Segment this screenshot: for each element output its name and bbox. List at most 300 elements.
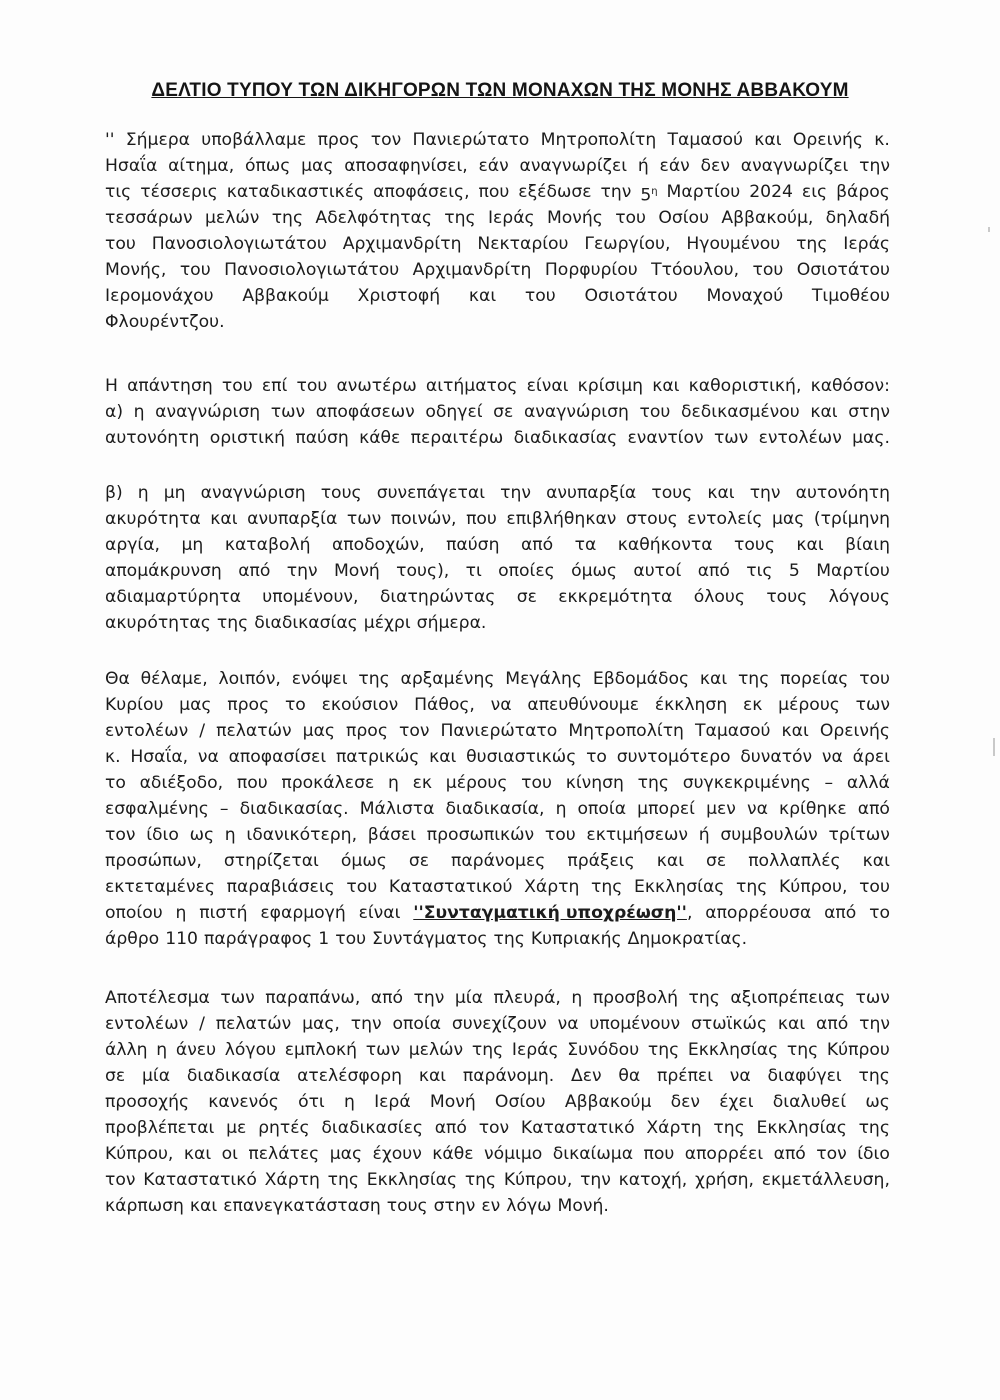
word: (τρίμηνη [813, 509, 890, 529]
word: αποφάσεις, [373, 182, 470, 202]
word: το [869, 903, 890, 923]
word: προς [317, 130, 360, 150]
word: της [688, 988, 720, 1008]
text-line [105, 796, 890, 822]
word: μελών [204, 208, 260, 228]
word: Μαρτίου [666, 182, 741, 202]
word: περαιτέρω [410, 428, 504, 448]
word: του [859, 877, 890, 897]
word: συγκεκριμένης [682, 773, 811, 793]
word: της [858, 1066, 890, 1086]
word: – [219, 799, 229, 819]
word: του [221, 376, 253, 396]
word: το [105, 773, 126, 793]
word: Οσιοτάτου [584, 286, 678, 306]
word: με [226, 1118, 247, 1138]
text-line [105, 127, 890, 153]
word: Εβδομάδος [592, 669, 690, 689]
word: οποίες [498, 561, 555, 581]
word: Χριστοφή [357, 286, 441, 306]
word: τεσσάρων [105, 208, 193, 228]
word: της [736, 877, 768, 897]
word: Μεγάλης [505, 669, 583, 689]
word: των [855, 695, 890, 715]
word: Ησαΐα, [130, 747, 189, 767]
word: το [586, 747, 607, 767]
word: Συνόδου [567, 1040, 640, 1060]
word: καταδικαστικές [226, 182, 365, 202]
text-line [105, 1063, 890, 1089]
word: β) [105, 483, 123, 503]
word: αρξαμένης [400, 669, 495, 689]
word: μεν [706, 799, 736, 819]
word: από [773, 1144, 806, 1164]
scan-mark [988, 227, 990, 232]
word: εκ [412, 773, 433, 793]
word: στηρίζεται [223, 851, 319, 871]
word: τον [105, 1170, 136, 1190]
word: Δημοκρατίας. [627, 929, 748, 949]
word: Ηγουμένου [686, 234, 781, 254]
word: άνευ [175, 1040, 217, 1060]
word: διαδικασίας [254, 613, 358, 633]
word: Αρχιμανδρίτη [412, 260, 532, 280]
word: μπορεί [637, 799, 695, 819]
word: Σήμερα [125, 130, 190, 150]
word: την [600, 182, 632, 202]
word: Ιερά [374, 1092, 411, 1112]
word: διαδικασίας [513, 428, 618, 448]
word: λοιπόν, [218, 669, 281, 689]
word: προσώπων, [105, 851, 202, 871]
word: και [699, 669, 728, 689]
word: διαδικασία [186, 1066, 281, 1086]
text-line [105, 506, 890, 532]
word: ποινών, [390, 509, 457, 529]
word: να [490, 695, 512, 715]
word: Καταστατικό [520, 1118, 635, 1138]
word: της [271, 208, 304, 228]
word: οποίου [105, 903, 163, 923]
word: του [179, 260, 211, 280]
text-line [105, 770, 890, 796]
word: αίτημα, [168, 156, 235, 176]
word: συμβουλών [720, 825, 818, 845]
word: Μονή [333, 561, 380, 581]
word: η [571, 988, 583, 1008]
word: και [656, 851, 685, 871]
word: στην [433, 1196, 476, 1216]
word: και [810, 402, 838, 422]
word: ατελέσφορη [297, 1066, 403, 1086]
word: Αββακούμ [564, 1092, 652, 1112]
word: άρθρο [105, 929, 160, 949]
word: εις [801, 182, 828, 202]
word: της [737, 669, 770, 689]
word: διαδικασίες [321, 1118, 423, 1138]
word: της [493, 929, 525, 949]
word: μη [163, 483, 186, 503]
word: Πανοσιολογιωτάτου [151, 234, 327, 254]
word: τον [398, 721, 430, 741]
word: καθήκοντα [617, 535, 713, 555]
word: εντολέων [758, 428, 842, 448]
word: η [137, 483, 149, 503]
word: όμως [571, 561, 618, 581]
word: ίδιο [857, 1144, 890, 1164]
word: προκάλεσε [281, 773, 375, 793]
word: Ιεράς [511, 1040, 559, 1060]
word: / [199, 721, 206, 741]
document-title: ΔΕΛΤΙΟ ΤΥΠΟΥ ΤΩΝ ΔΙΚΗΓΟΡΩΝ ΤΩΝ ΜΟΝΑΧΩΝ ΤΗΣ ΜΟΝΗΣ ΑΒΒΑΚΟΥΜ [151, 80, 849, 101]
word: της [796, 234, 828, 254]
word: του [615, 208, 646, 228]
word: άλλη [105, 1040, 148, 1060]
word: επιβλήθηκαν [506, 509, 617, 529]
word: τον [370, 130, 402, 150]
word: εκ [742, 695, 763, 715]
word: Πανοσιολογιωτάτου [224, 260, 400, 280]
word: τον [478, 1118, 510, 1138]
word: θυσιαστικώς [466, 747, 577, 767]
word: εντολέων [105, 1014, 189, 1034]
word: η [343, 1092, 355, 1112]
paragraph-2 [105, 373, 890, 451]
word: βάρος [836, 182, 890, 202]
word: δεν [700, 156, 730, 176]
word: οι [221, 1144, 238, 1164]
word: της [464, 1170, 497, 1190]
word: των [270, 402, 306, 422]
word: 110 [165, 929, 198, 949]
word: κανενός [208, 1092, 279, 1112]
word: αποφασίσει [228, 747, 327, 767]
word: παράνομη. [462, 1066, 555, 1086]
word: την [580, 1170, 611, 1190]
text-line [105, 1011, 890, 1037]
word: την [350, 1014, 382, 1034]
word: και [862, 851, 890, 871]
word: λόγω [506, 1196, 552, 1216]
word: σε [493, 402, 514, 422]
word: προσωπικών [426, 825, 535, 845]
text-line [105, 848, 890, 874]
word: μας [771, 509, 805, 529]
word: να [557, 1014, 579, 1034]
word: καθοριστική, [688, 376, 802, 396]
word: τους [734, 535, 775, 555]
word: και [754, 130, 782, 150]
word: Κυρίου [105, 695, 164, 715]
word: Θα [105, 669, 130, 689]
word: που [466, 509, 497, 529]
word: το [284, 695, 306, 715]
word: Οσίου [658, 208, 710, 228]
word: του [521, 773, 552, 793]
word: να [729, 1066, 751, 1086]
word: Χάρτη [264, 1170, 320, 1190]
word: της [471, 1040, 504, 1060]
word: εσφαλμένης [105, 799, 209, 819]
word: Αββακούμ [242, 286, 329, 306]
word: της [358, 669, 390, 689]
word: Φλουρέντζου. [105, 312, 225, 332]
word: διατηρώντας [379, 587, 496, 607]
word: κάρπωση [105, 1196, 184, 1216]
word: αιτήματος [425, 376, 518, 396]
word: αποσαφηνίσει, [344, 156, 468, 176]
word: Πανιερώτατο [412, 130, 530, 150]
paragraph-5 [105, 985, 890, 1219]
word: ρητές [258, 1118, 310, 1138]
word: ως [865, 1092, 890, 1112]
word: την [500, 483, 531, 503]
word: Κυπριακής [530, 929, 622, 949]
text-line [105, 1167, 890, 1193]
word: επανεγκατάσταση [223, 1196, 381, 1216]
word: την [413, 988, 445, 1008]
word: κάθε [359, 428, 401, 448]
word: που [478, 182, 510, 202]
text-line [105, 985, 890, 1011]
word: της [216, 613, 249, 633]
word: επί [261, 376, 288, 396]
word: Γεωργίου, [584, 234, 671, 254]
word: Νεκταρίου [477, 234, 569, 254]
text-line [105, 532, 890, 558]
word: εμπλοκή [284, 1040, 358, 1060]
word: εκούσιον [321, 695, 399, 715]
word: αποδοχών, [331, 535, 425, 555]
word: πιστή [199, 903, 248, 923]
word: μέχρι [363, 613, 411, 633]
word: Αδελφότητας [315, 208, 432, 228]
text-line [105, 610, 890, 636]
word: και [796, 535, 824, 555]
word: Ησαΐα [105, 156, 158, 176]
word: κρίσιμη [577, 376, 644, 396]
word: προς [227, 695, 270, 715]
word: $5^\eta$ [640, 185, 658, 206]
text-line [105, 900, 890, 926]
word: του [296, 376, 328, 396]
word: και [429, 747, 457, 767]
word: την [859, 156, 890, 176]
word: αναγνώριση [523, 402, 629, 422]
word: και [777, 1014, 806, 1034]
word: Μάλιστα [359, 799, 435, 819]
word: του [346, 877, 378, 897]
word: εκκρεμότητα [558, 587, 673, 607]
word: άρει [852, 747, 890, 767]
word: αργία, [105, 535, 161, 555]
word: τέσσερις [140, 182, 218, 202]
word: του [859, 669, 890, 689]
word: στωϊκώς [690, 1014, 768, 1034]
word: αναγνώριση [200, 483, 306, 503]
word: οποία [392, 1014, 441, 1034]
text-line [105, 480, 890, 506]
word: τους), [396, 561, 450, 581]
word: τους [651, 483, 693, 503]
word: Οσιοτάτου [796, 260, 890, 280]
text-line [105, 822, 890, 848]
word: κρίθηκε [778, 799, 847, 819]
word: τον [816, 1144, 847, 1164]
word: Ταμασού [694, 721, 771, 741]
word: θέλαμε, [140, 669, 208, 689]
word: από [238, 561, 271, 581]
word: 1 [318, 929, 330, 949]
word: αδιέξοδο, [139, 773, 224, 793]
word: την [859, 1014, 890, 1034]
text-line [105, 744, 890, 770]
word: υποβάλλαμε [201, 130, 307, 150]
word: των [220, 988, 255, 1008]
word: είναι [526, 376, 569, 396]
word: τις [746, 561, 773, 581]
word: προβλέπεται [105, 1118, 215, 1138]
word: Μονή. [557, 1196, 609, 1216]
word: τους [386, 1196, 428, 1216]
word: κάθε [432, 1144, 474, 1164]
word: διαφύγει [767, 1066, 842, 1086]
word: οδηγεί [425, 402, 483, 422]
text-line [105, 425, 890, 451]
text-line [105, 1037, 890, 1063]
word: του [544, 825, 576, 845]
word: ιδανικότερη, [246, 825, 358, 845]
word: και [210, 509, 238, 529]
text-line [105, 399, 890, 425]
word: μελών [408, 1040, 464, 1060]
text-line [105, 309, 890, 335]
word: εκμετάλλευση, [761, 1170, 890, 1190]
word: Αποτέλεσμα [105, 988, 210, 1008]
word: Κύπρου, [503, 1170, 573, 1190]
word: η [175, 903, 187, 923]
word: Πανιερώτατο [440, 721, 558, 741]
word: εφαρμογή [260, 903, 346, 923]
word: ή [698, 825, 710, 845]
word: 5 [788, 561, 800, 581]
word: και [707, 483, 735, 503]
word: μέρους [445, 773, 508, 793]
word: πρέπει [657, 1066, 714, 1086]
word: της [637, 773, 669, 793]
word: συνεπάγεται [376, 483, 486, 503]
word: η [156, 1040, 168, 1060]
word: ακυρότητας [105, 613, 211, 633]
word: Εκκλησίας [634, 877, 725, 897]
word: Η [105, 376, 118, 396]
word: Αββακούμ, [721, 208, 814, 228]
word: ενόψει [291, 669, 348, 689]
word: όπως [244, 156, 291, 176]
word: της [647, 1040, 680, 1060]
word: πελατών [216, 721, 292, 741]
word: Χάρτη [524, 877, 580, 897]
word: – [824, 773, 834, 793]
word: χρήση, [695, 1170, 754, 1190]
word: να [746, 799, 768, 819]
word: να [821, 747, 843, 767]
word: πολλαπλές [748, 851, 841, 871]
text-line [105, 231, 890, 257]
word: των [365, 1040, 401, 1060]
word: και [652, 376, 680, 396]
word: μέρους [778, 695, 840, 715]
word: Καταστατικού [388, 877, 513, 897]
word: μας. [852, 428, 890, 448]
word: από [816, 1014, 849, 1034]
word: Ιεράς [843, 234, 890, 254]
word: βάσει [367, 825, 417, 845]
word: Μαρτίου [816, 561, 890, 581]
word: της [591, 877, 623, 897]
word: τις [105, 182, 132, 202]
word: δυνατόν [740, 747, 813, 767]
word: εάν [478, 156, 509, 176]
word: εντολέων [105, 721, 189, 741]
word: τρίτων [828, 825, 890, 845]
word: τι [465, 561, 482, 581]
word: ''Συνταγματική υποχρέωση'', [413, 900, 692, 926]
word: αλλά [846, 773, 890, 793]
text-line [105, 257, 890, 283]
word: '' [105, 130, 115, 150]
word: τα [574, 535, 597, 555]
text-line [105, 373, 890, 399]
word: Ορεινής [792, 130, 863, 150]
word: και [468, 286, 497, 306]
word: παραβιάσεις [226, 877, 335, 897]
word: αποφάσεων [315, 402, 415, 422]
word: Κύπρου, [779, 877, 848, 897]
word: η [224, 825, 236, 845]
word: παύση [446, 535, 500, 555]
word: μη [181, 535, 204, 555]
word: Εκκλησίας [366, 1170, 458, 1190]
word: καθόσον: [810, 376, 890, 396]
word: Μοναχού [706, 286, 784, 306]
word: εξέδωσε [518, 182, 592, 202]
word: της [444, 208, 476, 228]
word: της [327, 1170, 359, 1190]
word: εάν [659, 156, 690, 176]
word: ανυπαρξία [247, 509, 338, 529]
word: Ιεράς [487, 208, 535, 228]
word: Εκκλησίας [687, 1040, 779, 1060]
text-line [105, 1141, 890, 1167]
word: εν [481, 1196, 501, 1216]
word: και [781, 721, 809, 741]
emphasized-phrase: ''Συνταγματική υποχρέωση'' [413, 903, 687, 923]
word: αξιοπρέπειας [730, 988, 846, 1008]
word: καταβολή [224, 535, 311, 555]
text-line [105, 692, 890, 718]
word: μας [302, 721, 335, 741]
scan-mark [993, 738, 995, 756]
word: την [749, 483, 781, 503]
word: της [786, 1040, 819, 1060]
paragraph-4 [105, 666, 890, 952]
word: κ. [105, 747, 121, 767]
word: από [824, 903, 857, 923]
word: δεν [670, 1092, 701, 1112]
word: απορρέει [684, 1144, 764, 1164]
word: συντομότερο [616, 747, 731, 767]
